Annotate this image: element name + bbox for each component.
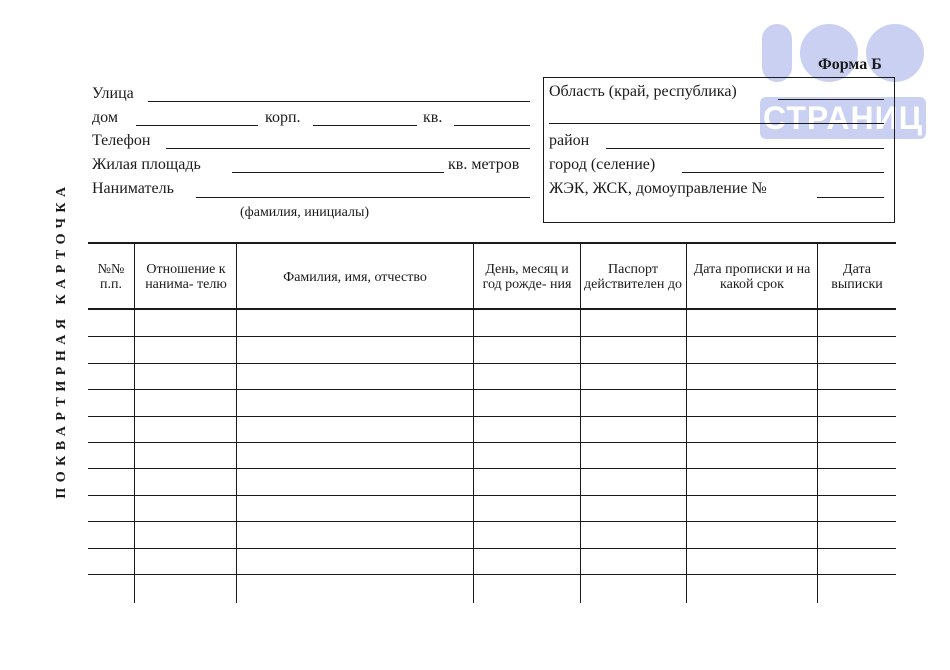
building-label: корп.	[265, 109, 301, 126]
apartment-label: кв.	[423, 109, 443, 126]
tenant-label: Наниматель	[92, 180, 174, 197]
card-title-vertical: ПОКВАРТИРНАЯ КАРТОЧКА	[54, 181, 69, 499]
oblast-field-line-2[interactable]	[549, 123, 884, 124]
district-label: район	[549, 132, 590, 149]
table-row-line	[88, 442, 896, 443]
header-deregistration-date: Дата выписки	[831, 262, 883, 292]
city-field[interactable]	[682, 172, 884, 173]
header-registration-date: Дата прописки и на какой срок	[693, 262, 811, 292]
table-top-border	[88, 242, 896, 244]
column-divider	[134, 243, 135, 603]
table-row-line	[88, 336, 896, 337]
housing-office-field[interactable]	[817, 197, 884, 198]
oblast-field[interactable]	[778, 99, 884, 100]
form-label: Форма Б	[818, 56, 882, 73]
oblast-label: Область (край, республика)	[549, 83, 737, 100]
table-row-line	[88, 389, 896, 390]
house-field[interactable]	[136, 125, 258, 126]
table-row-line	[88, 363, 896, 364]
table-header-border	[88, 308, 896, 310]
street-field[interactable]	[148, 101, 530, 102]
table-row-line	[88, 416, 896, 417]
district-field[interactable]	[606, 148, 884, 149]
living-area-unit: кв. метров	[448, 156, 520, 173]
watermark-digit-one	[762, 24, 792, 82]
house-label: дом	[92, 109, 118, 126]
table-row-line	[88, 495, 896, 496]
tenant-field[interactable]	[196, 197, 530, 198]
header-birth-date: День, месяц и год рожде- ния	[482, 262, 572, 292]
column-divider	[473, 243, 474, 603]
column-divider	[236, 243, 237, 603]
living-area-field[interactable]	[232, 172, 444, 173]
tenant-caption: (фамилия, инициалы)	[240, 205, 370, 220]
housing-office-label: ЖЭК, ЖСК, домоуправление №	[549, 180, 767, 197]
header-number: №№ п.п.	[97, 262, 125, 292]
header-relation: Отношение к нанима- телю	[145, 262, 227, 292]
phone-label: Телефон	[92, 132, 151, 149]
watermark-text: СТРАНИЦ	[760, 97, 926, 139]
header-full-name: Фамилия, имя, отчество	[283, 269, 427, 285]
table-row-line	[88, 548, 896, 549]
table-row-line	[88, 468, 896, 469]
table-row-line	[88, 574, 896, 575]
table-row-line	[88, 521, 896, 522]
street-label: Улица	[92, 85, 134, 102]
column-divider	[817, 243, 818, 603]
apartment-field[interactable]	[454, 125, 530, 126]
city-label: город (селение)	[549, 156, 656, 173]
living-area-label: Жилая площадь	[92, 156, 201, 173]
column-divider	[686, 243, 687, 603]
phone-field[interactable]	[166, 148, 530, 149]
header-passport: Паспорт действителен до	[584, 262, 682, 292]
building-field[interactable]	[313, 125, 417, 126]
column-divider	[580, 243, 581, 603]
